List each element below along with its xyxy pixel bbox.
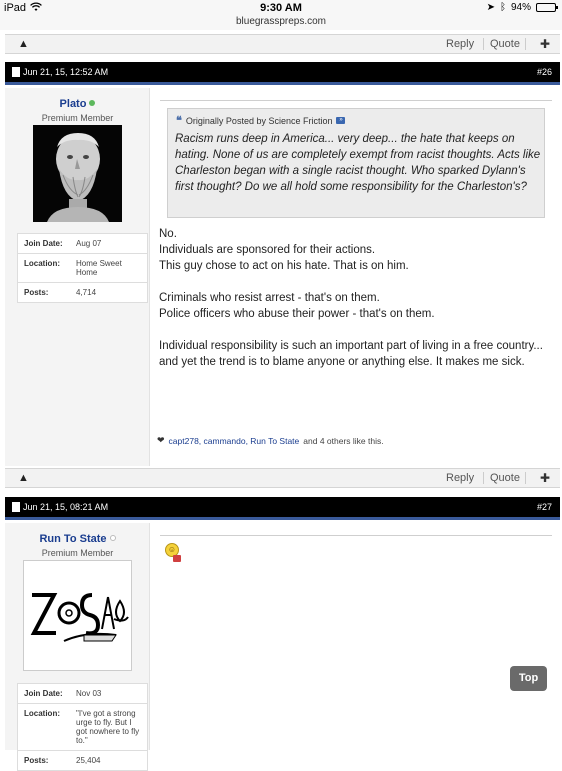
info-label: Posts: [24,288,49,297]
info-value: Nov 03 [76,689,102,698]
heart-icon: ❤ [157,435,165,445]
quote-button[interactable]: Quote [490,38,520,50]
post-footer [5,34,560,54]
info-label: Join Date: [24,689,63,698]
quote-header [176,114,345,127]
warning-icon[interactable]: ▲ [18,472,29,484]
post-footer [5,468,560,488]
quote-icon: ❝ [176,115,182,127]
warning-icon[interactable]: ▲ [18,38,29,50]
paragraph-gap [159,274,551,290]
username[interactable] [5,533,150,545]
smiley-icon: ☺ [165,543,179,557]
divider [483,38,484,50]
online-status-icon [89,100,95,106]
info-row-posts [17,282,148,303]
info-label: Location: [24,259,60,268]
reply-button[interactable]: Reply [446,38,475,50]
post-number[interactable]: #26 [536,67,552,77]
location-arrow-icon: ➤ [486,2,495,13]
divider [525,38,526,50]
user-info-panel [5,523,150,765]
info-value: 25,404 [76,756,101,765]
address-bar-url[interactable]: bluegrasspreps.com [235,16,327,27]
info-value: Aug 07 [76,239,102,248]
post-line: No. [159,228,177,240]
username-text[interactable]: Run To State [39,533,107,545]
user-title: Premium Member [41,113,114,123]
post-line: Police officers who abuse their power - that's on them. [159,308,435,320]
status-bar [0,0,562,30]
username[interactable] [5,98,150,110]
quote-attribution: Originally Posted by Science Friction [185,115,333,126]
multi-quote-icon[interactable]: ✚ [539,471,550,485]
info-label: Location: [24,709,60,718]
likes-bar [157,435,384,446]
post-line: Individuals are sponsored for their actions. [159,244,376,256]
clock: 9:30 AM [260,2,302,14]
info-label: Join Date: [24,239,63,248]
divider [525,472,526,484]
content-divider [160,535,552,536]
post-icon [12,502,20,512]
info-row-location [17,253,148,282]
scroll-to-top-button[interactable]: Top [510,666,547,691]
offline-status-icon [110,535,116,541]
bluetooth-icon: ᛒ [499,2,506,13]
post-line: Criminals who resist arrest - that's on them. [159,292,380,304]
username-text[interactable]: Plato [59,98,87,110]
info-label: Posts: [24,756,49,765]
info-row-join-date [17,683,148,703]
info-value: 4,714 [76,288,97,297]
user-info-table [17,683,148,771]
divider [483,472,484,484]
post-header [5,62,560,85]
post-header [5,497,560,520]
post-date: Jun 21, 15, 08:21 AM [23,502,109,512]
content-divider [160,100,552,101]
user-info-table [17,233,148,303]
user-title: Premium Member [41,548,114,558]
post-line: Individual responsibility is such an important part of living in a free country... and yet the trend is to blame anyone or anything else. It makes me sick. [159,340,543,368]
battery-percent: 94% [510,2,531,13]
paragraph-gap [159,322,551,338]
quote-text: Racism runs deep in America... very deep... the hate that keeps on hating. None of us are completely exempt from racist thoughts. Acts like Charleston began with a single racist thought. Who sparked Dylann's first thought? Do we all hold some responsibility for the Charleston's? [175,133,541,193]
multi-quote-icon[interactable]: ✚ [539,37,550,51]
likes-suffix[interactable]: and 4 others like this. [303,435,384,446]
view-post-icon[interactable]: » [336,117,345,124]
quote-button[interactable]: Quote [490,472,520,484]
info-value: Home Sweet Home [76,259,122,277]
liked-users[interactable]: capt278, cammando, Run To State [168,435,300,446]
post-icon [12,67,20,77]
avatar[interactable] [33,125,122,222]
post-icon-badge [173,555,181,562]
reply-button[interactable]: Reply [446,472,475,484]
user-info-panel [5,88,150,466]
info-row-posts [17,750,148,771]
info-row-location [17,703,148,750]
status-right [487,2,556,13]
post-number[interactable]: #27 [536,502,552,512]
avatar[interactable] [23,560,132,671]
post-body [159,226,551,370]
post-line: This guy chose to act on his hate. That is on him. [159,260,409,272]
info-row-join-date [17,233,148,253]
device-name: iPad [4,2,27,14]
quote-box [167,108,545,218]
battery-icon [536,3,556,12]
info-value: "I've got a strong urge to fly. But I got nowhere to fly to." [76,709,140,745]
post-date: Jun 21, 15, 12:52 AM [23,67,109,77]
